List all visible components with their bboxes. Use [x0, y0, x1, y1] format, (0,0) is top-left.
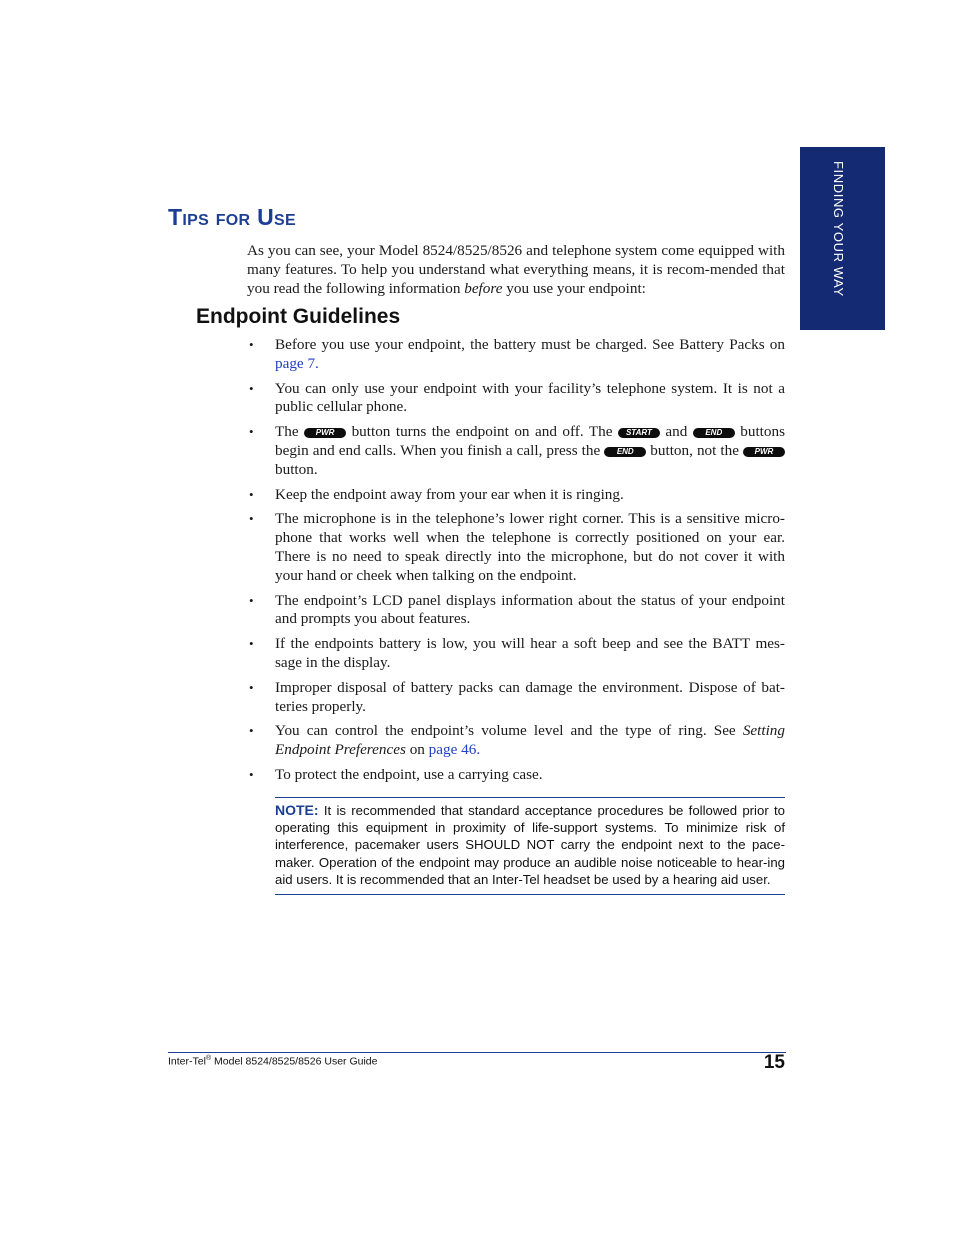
cross-reference-title: Setting Endpoint Preferences	[275, 722, 785, 759]
bullet-text: on	[405, 741, 429, 759]
page-link[interactable]: page 7.	[275, 354, 319, 372]
bullet-icon: •	[249, 766, 254, 782]
page-number: 15	[763, 1052, 785, 1073]
note-text: It is recommended that standard acceptance procedures be followed prior to operating this equipment in proximity of life-support systems. To minimize risk of interference, pacemaker users SHOULD NOT carry the endpoint next to the pace-maker. Operation of the endpoint may produce an audible noise noticeable to hear-ing aid users. It is recommended that an Inter-Tel headset be used by a hearing aid user.	[275, 803, 785, 887]
list-item	[247, 766, 785, 785]
section-title: Tips for Use	[168, 204, 296, 230]
footer-title	[168, 1055, 377, 1068]
bullet-icon: •	[249, 380, 254, 396]
bullet-text: Improper disposal of battery packs can damage the environment. Dispose of bat-teries properly.	[275, 678, 785, 715]
section-intro	[247, 241, 785, 298]
bullet-text: You can control the endpoint’s volume level and the type of ring. See	[275, 722, 743, 740]
bullet-text: The endpoint’s LCD panel displays information about the status of your endpoint and prompts you about features.	[275, 591, 785, 628]
bullet-icon: •	[249, 511, 254, 527]
bullet-text: and	[659, 423, 693, 441]
list-item	[247, 486, 785, 505]
list-item	[247, 722, 785, 760]
footer-divider	[168, 1052, 786, 1053]
bullet-text: button turns the endpoint on and off. The	[346, 423, 618, 441]
chapter-tab-label	[831, 161, 846, 297]
bullet-icon: •	[249, 337, 254, 352]
subsection-title: Endpoint Guidelines	[196, 305, 401, 328]
intro-text-start: As you can see, your Model 8524/8525/8526 and telephone system come equipped with many features. To help you understand what everything means, it is recom-mended that you read the following information	[247, 242, 785, 297]
bullet-text: To protect the endpoint, use a carrying case.	[275, 765, 543, 783]
bullet-text: Keep the endpoint away from your ear when it is ringing.	[275, 485, 624, 503]
list-item	[247, 679, 785, 717]
end-key-icon: END	[693, 428, 735, 438]
pwr-key-icon: PWR	[743, 447, 785, 457]
list-item	[247, 336, 785, 374]
end-key-icon: END	[604, 447, 646, 457]
list-item	[247, 510, 785, 585]
bullet-text: If the endpoints battery is low, you will hear a soft beep and see the BATT mes-sage in the display.	[275, 635, 785, 671]
bullet-text: button.	[275, 460, 318, 478]
bullet-icon: •	[249, 679, 254, 695]
start-key-icon: START	[618, 428, 660, 438]
list-item	[247, 380, 785, 418]
bullet-icon: •	[249, 592, 254, 608]
list-item	[247, 635, 785, 673]
bullet-text: buttons begin and end calls. When you finish a call, press the	[275, 423, 785, 459]
bullet-icon: •	[249, 424, 254, 440]
note-label: NOTE:	[275, 802, 319, 818]
chapter-side-tab	[800, 147, 885, 330]
footer-guide-name: Model 8524/8525/8526 User Guide	[211, 1055, 378, 1068]
intro-emphasis: before	[464, 280, 503, 297]
bullet-text: The	[275, 423, 305, 441]
note-box	[275, 797, 785, 895]
guidelines-list	[247, 336, 785, 791]
intro-text-end: you use your endpoint:	[502, 280, 646, 297]
bullet-text: The microphone is in the telephone’s lower right corner. This is a sensitive micro-phone that works well when the telephone is correctly positioned on your ear. There is no need to speak directly into the microphone, but do not cover it with your hand or cheek when talking on the endpoint.	[275, 510, 785, 584]
bullet-icon: •	[249, 636, 254, 652]
page-link[interactable]: page 46.	[428, 741, 481, 759]
registered-mark: ®	[205, 1055, 212, 1062]
bullet-text: button, not the	[646, 441, 743, 459]
bullet-icon: •	[249, 486, 254, 502]
bullet-text: Before you use your endpoint, the battery must be charged. See Battery Packs on	[275, 336, 785, 353]
chapter-tab-text: FINDING YOUR WAY	[831, 161, 846, 297]
pwr-key-icon: PWR	[304, 428, 346, 438]
list-item	[247, 423, 785, 479]
bullet-icon: •	[249, 723, 254, 739]
bullet-text: You can only use your endpoint with your facility’s telephone system. It is not a public cellular phone.	[275, 379, 785, 416]
footer-brand: Inter-Tel	[168, 1055, 206, 1068]
list-item	[247, 592, 785, 630]
